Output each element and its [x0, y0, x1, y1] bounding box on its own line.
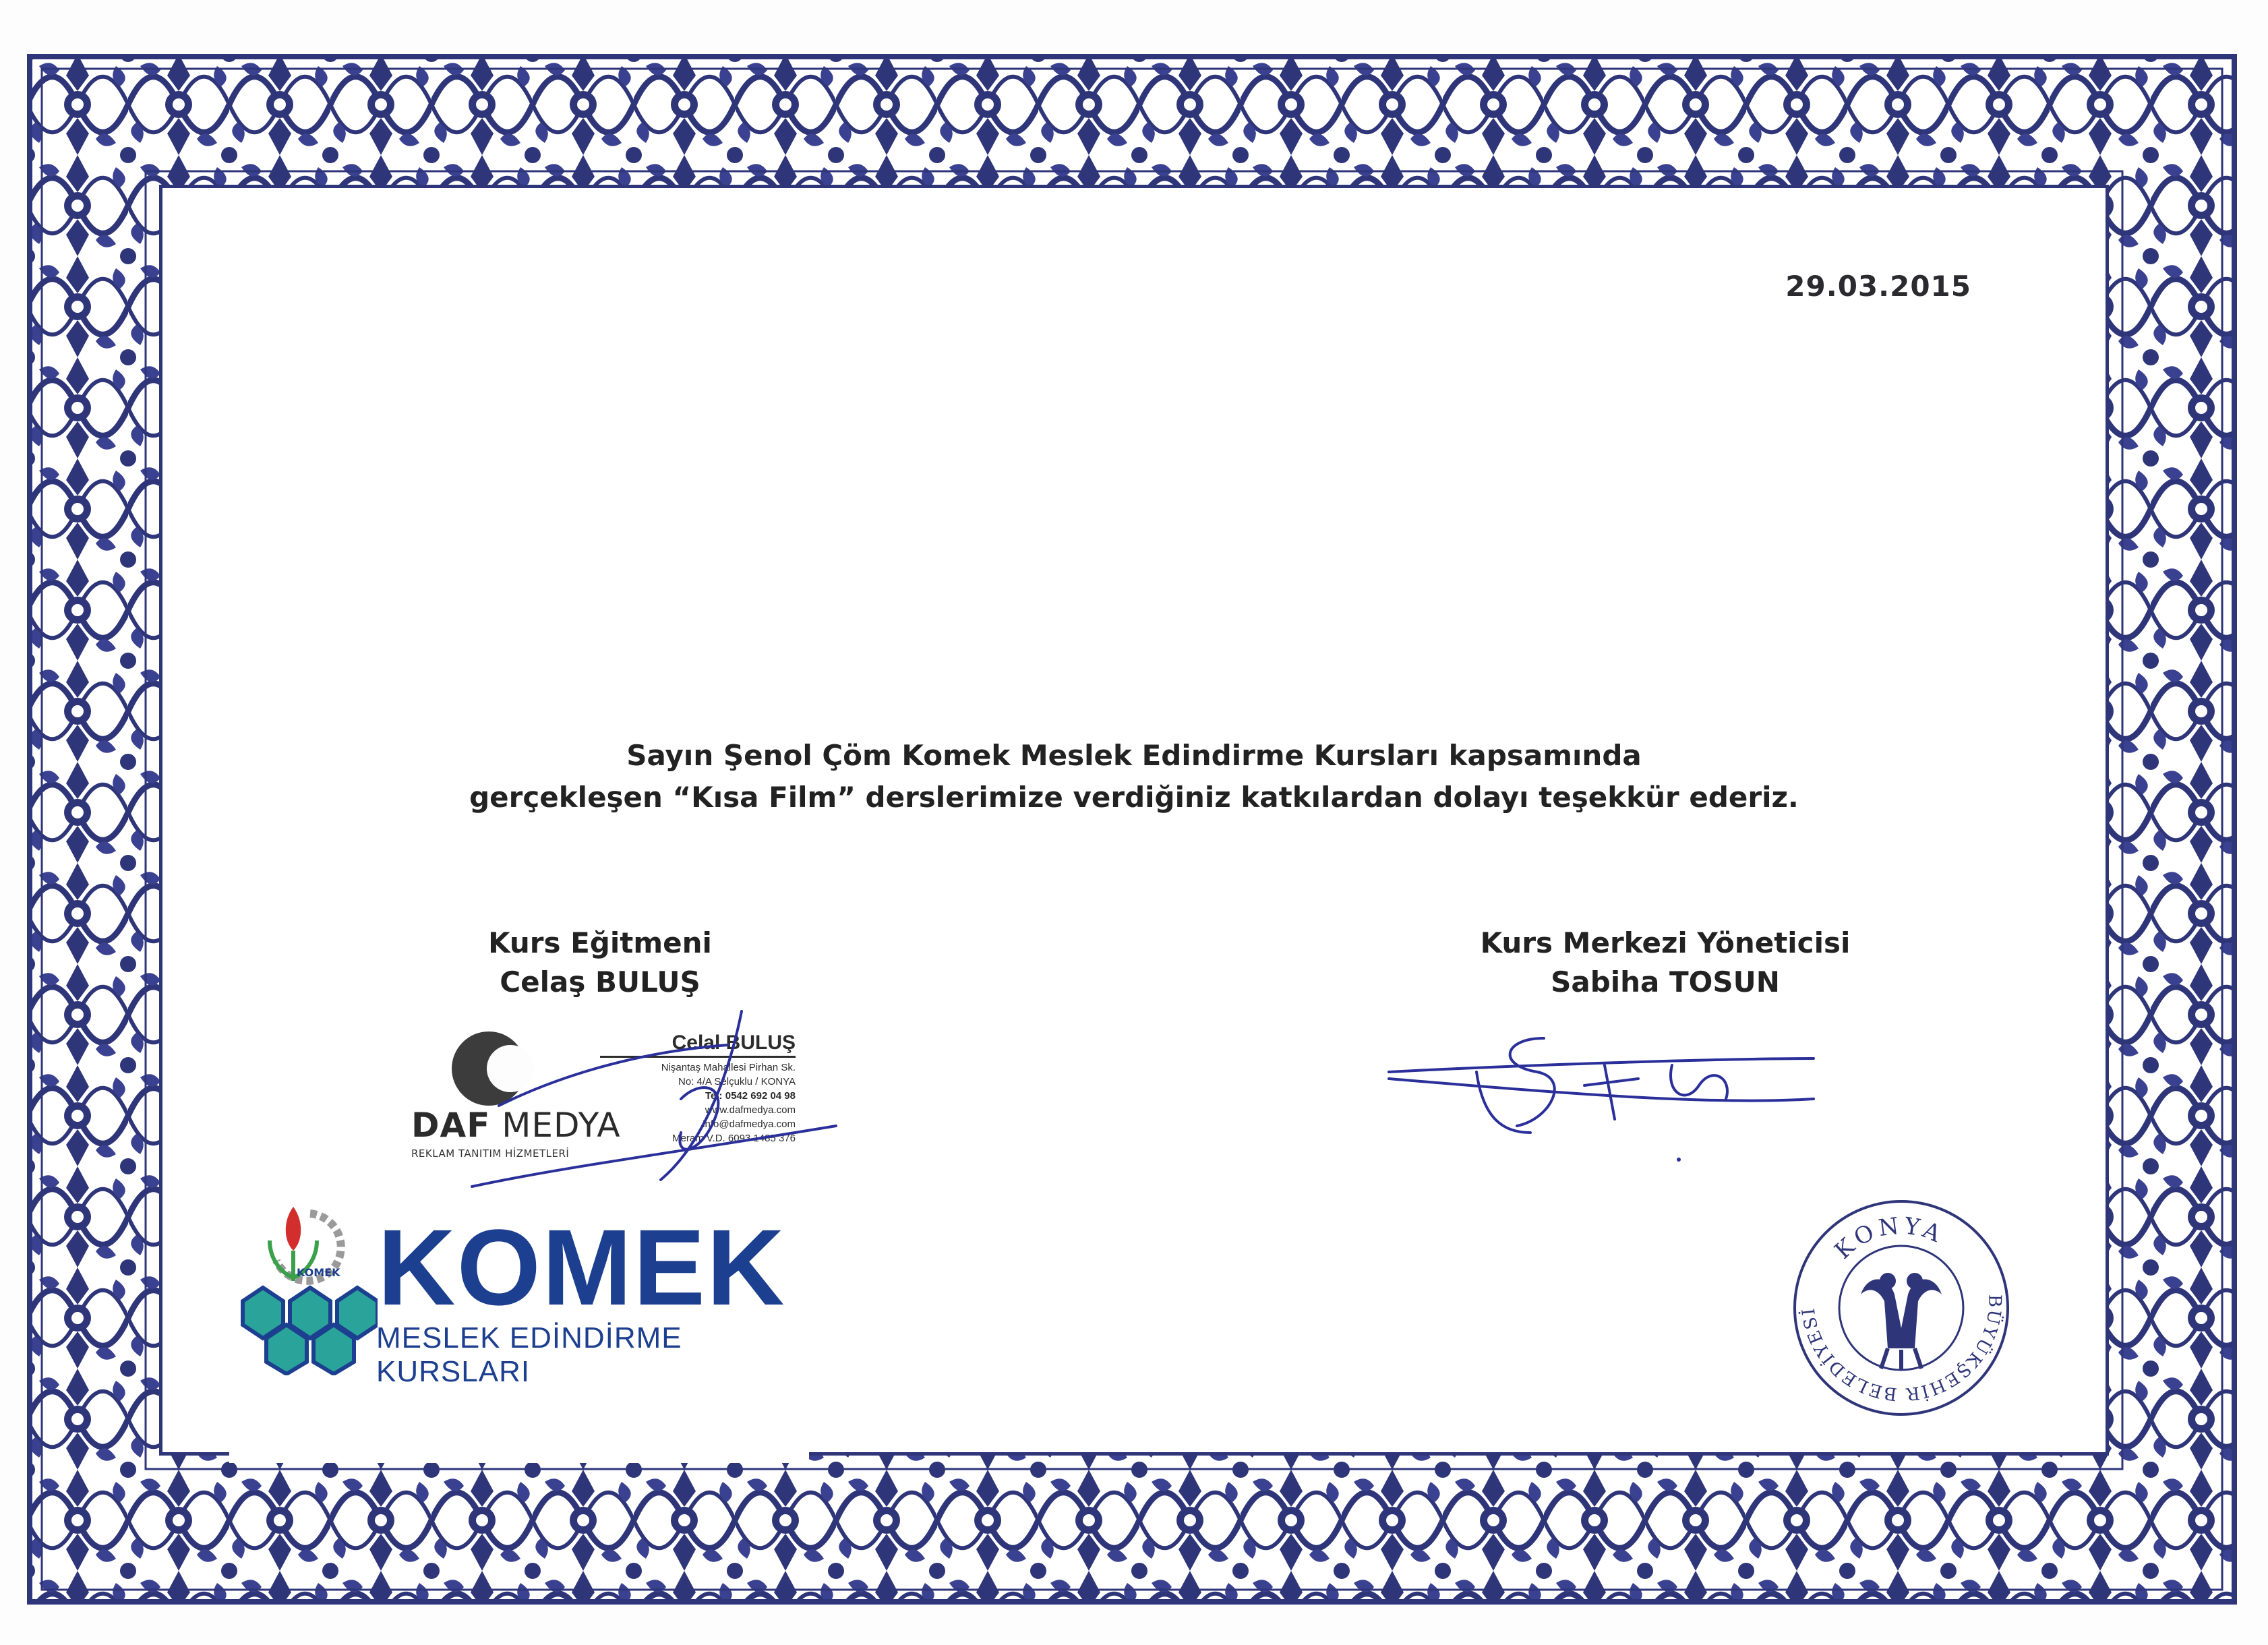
komek-emblem-icon	[229, 1200, 378, 1375]
signature-right	[1382, 1025, 1841, 1173]
konya-seal-top-text: KONYA	[1829, 1212, 1948, 1265]
certificate-message	[159, 735, 2109, 818]
komek-mini-label: KOMEK	[297, 1266, 340, 1279]
stamp-phone: Tel: 0542 692 04 98	[705, 1090, 796, 1102]
signatory-right-name: Sabiha TOSUN	[1551, 965, 1780, 998]
signatory-right-role: Kurs Merkezi Yöneticisi	[1480, 926, 1851, 959]
double-headed-eagle-icon	[1861, 1273, 1942, 1370]
signature-left	[458, 998, 863, 1200]
stamp-address-1: Nişantaş Mahallesi Pirhan Sk.	[661, 1062, 796, 1073]
konya-seal	[1787, 1193, 2016, 1423]
scan-white-patch	[229, 1449, 809, 1463]
komek-wordmark: KOMEK	[378, 1207, 786, 1327]
signatory-left	[431, 924, 769, 1002]
message-line-2: gerçekleşen “Kısa Film” derslerimize verdiğiniz katkılardan dolayı teşekkür ederiz.	[469, 781, 1799, 814]
signatory-left-name: Celaş BULUŞ	[500, 965, 700, 998]
daf-medya-logo: DAF MEDYA	[411, 1106, 621, 1145]
komek-logo	[229, 1200, 823, 1388]
stamp-tax: Meram V.D. 6093 1485 376	[672, 1133, 796, 1144]
stamp-email: info@dafmedya.com	[703, 1118, 796, 1130]
daf-medya-tagline: REKLAM TANITIM HİZMETLERİ	[411, 1147, 570, 1160]
certificate-date: 29.03.2015	[1785, 270, 1971, 303]
signatory-left-role: Kurs Eğitmeni	[488, 926, 712, 959]
stamp-name: Celal BULUŞ	[600, 1031, 796, 1058]
konya-seal-ring-text: BÜYÜKŞEHİR BELEDİYESİ	[1798, 1294, 2005, 1404]
message-line-1: Sayın Şenol Çöm Komek Meslek Edindirme Kursları kapsamında	[626, 739, 1642, 772]
komek-subtitle: MESLEK EDİNDİRME KURSLARI	[376, 1321, 682, 1388]
stamp-address-2: No: 4/A Selçuklu / KONYA	[678, 1076, 796, 1087]
stamp-web: www.dafmedya.com	[705, 1104, 796, 1116]
signatory-right	[1429, 924, 1901, 1002]
